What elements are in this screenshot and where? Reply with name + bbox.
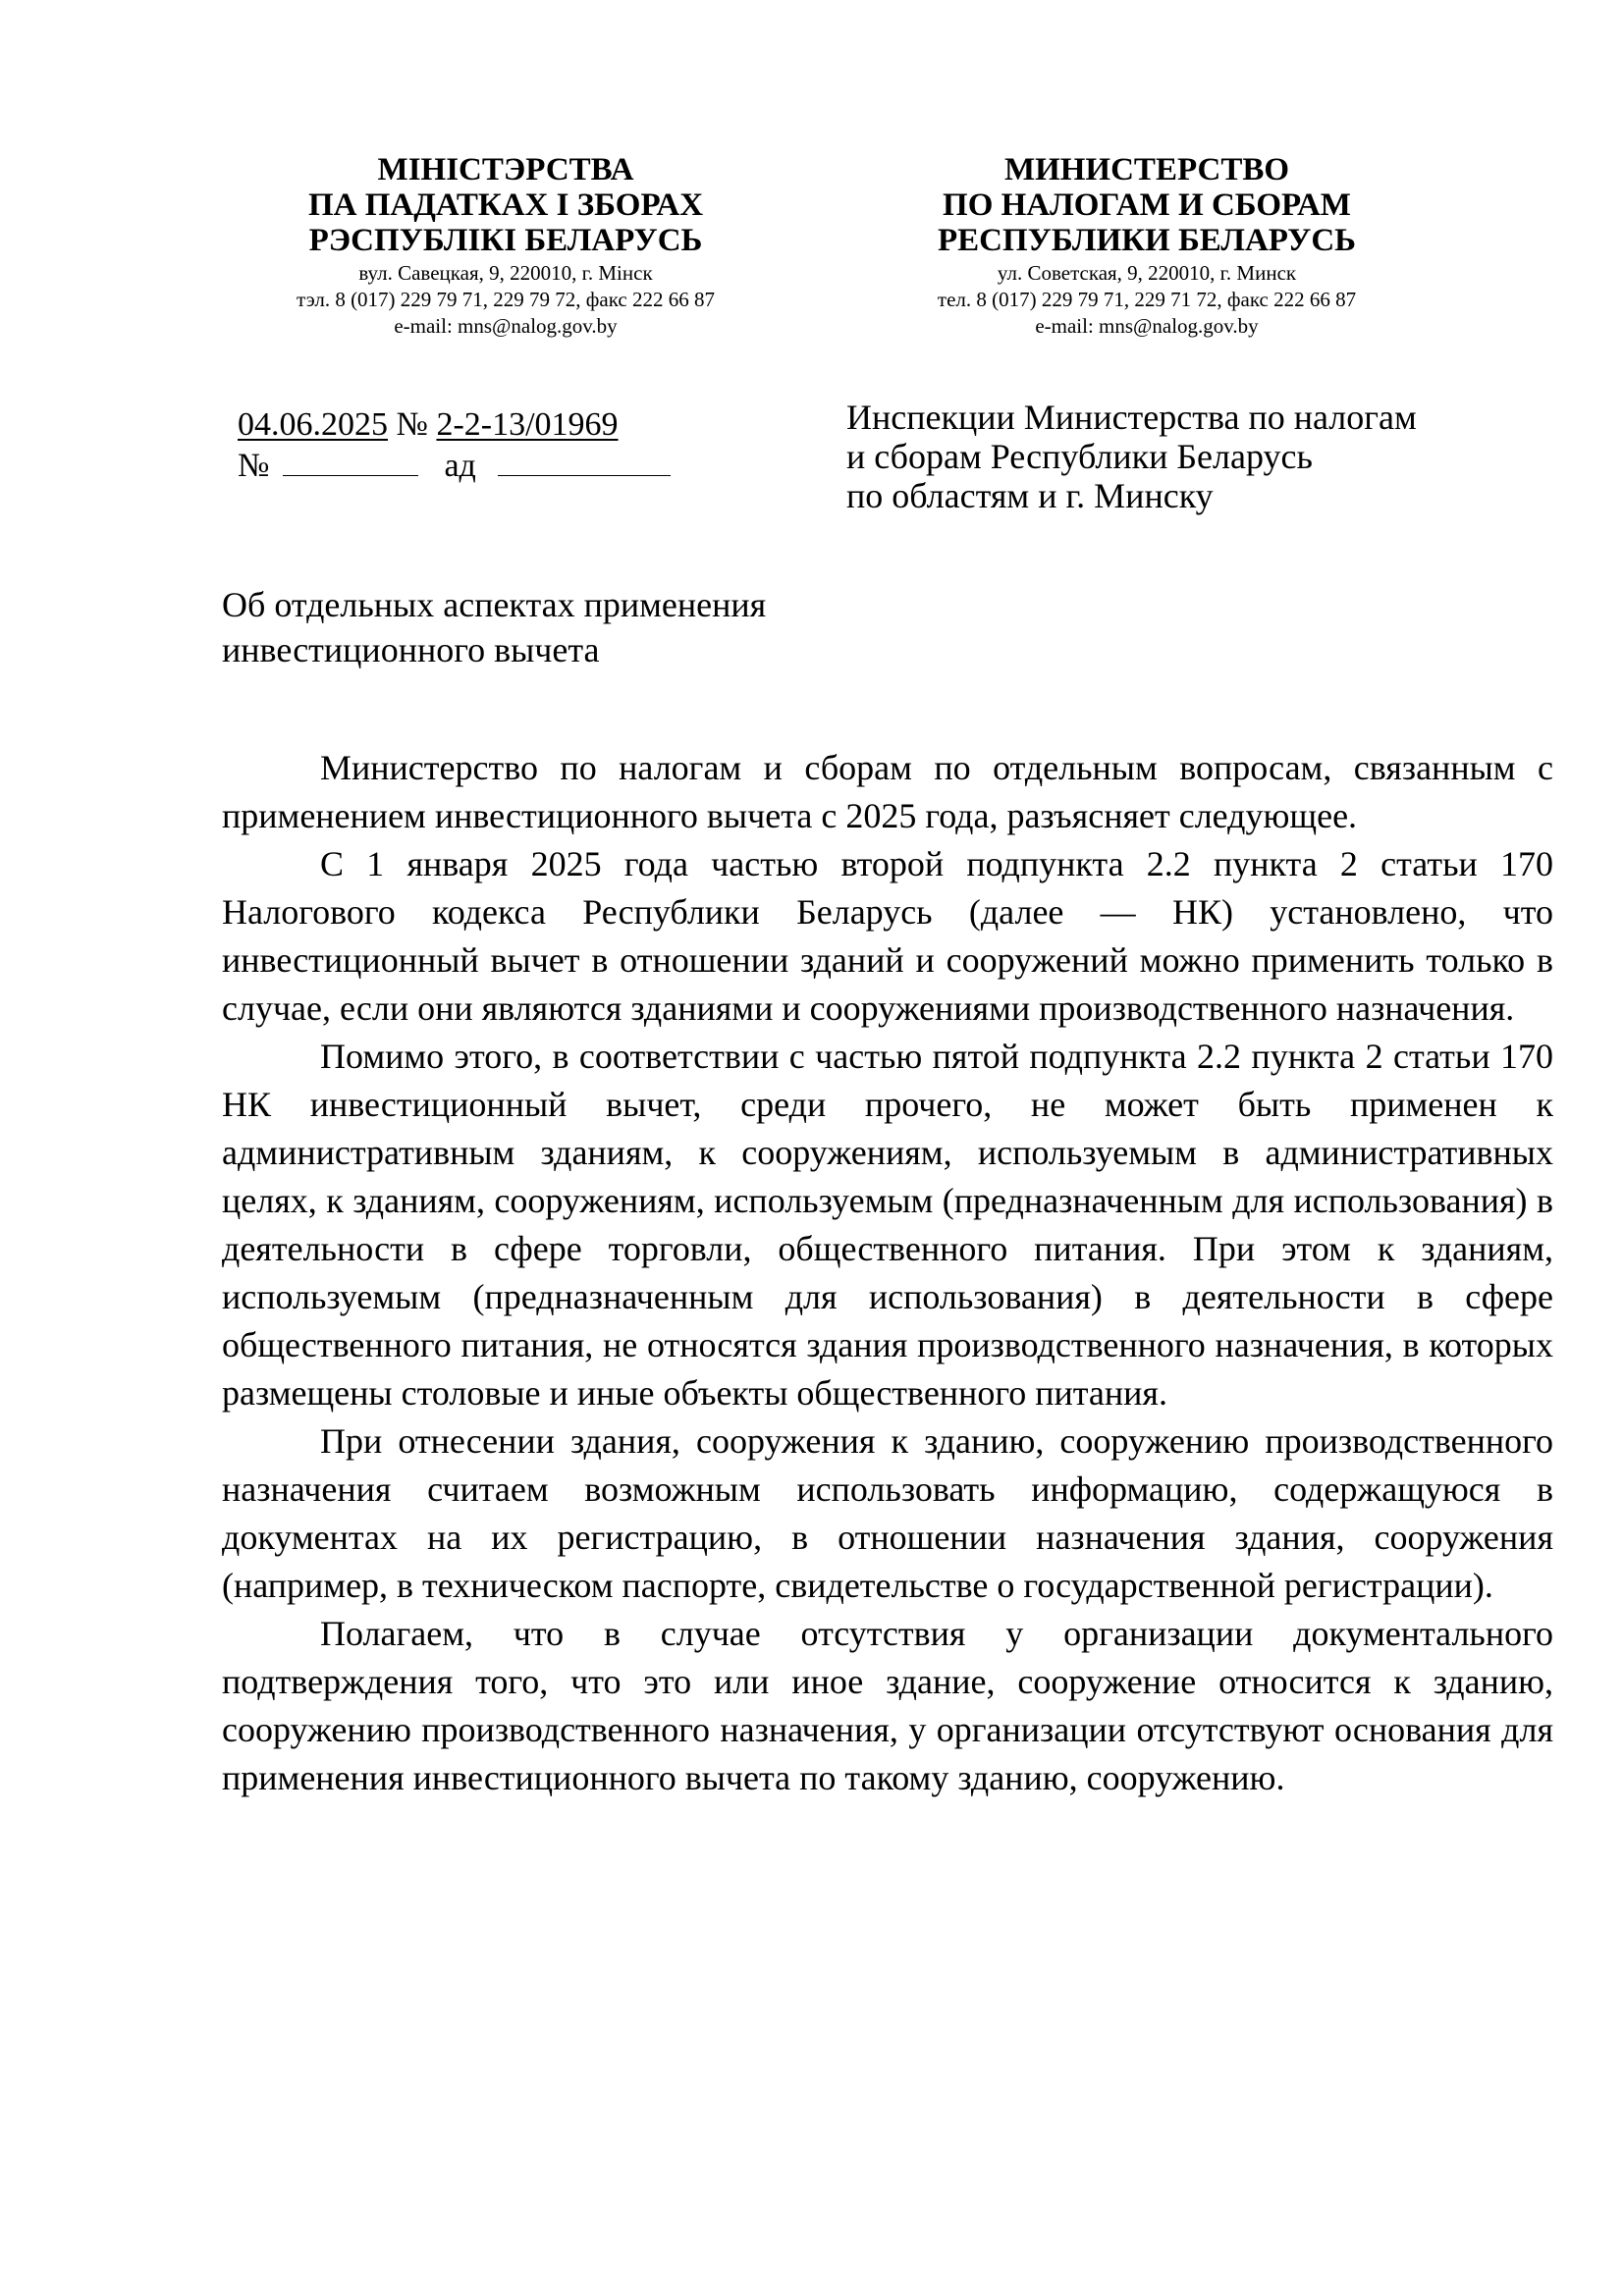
phone-be: тэл. 8 (017) 229 79 71, 229 79 72, факс 222 66 87	[297, 288, 715, 311]
ministry-name-be	[201, 152, 810, 258]
letter-body	[222, 744, 1553, 1802]
subject	[222, 582, 909, 672]
ministry-name-line: РЕСПУБЛИКИ БЕЛАРУСЬ	[937, 223, 1356, 258]
subject-line: Об отдельных аспектах применения	[222, 585, 767, 624]
ministry-name-line: ПА ПАДАТКАХ І ЗБОРАХ	[307, 187, 704, 223]
addressee	[846, 398, 1534, 515]
body-paragraph: С 1 января 2025 года частью второй подпункта 2.2 пункта 2 статьи 170 Налогового кодекса Республики Беларусь (далее — НК) установлено, что инвестиционный вычет в отношении зданий и сооружений можно применить только в случае, если они являются зданиями и сооружениями производственного назначения.	[222, 844, 1553, 1028]
address-ru: ул. Советская, 9, 220010, г. Минск	[997, 261, 1297, 285]
email-ru: e-mail: mns@nalog.gov.by	[1035, 314, 1259, 338]
registration-line-2	[238, 446, 671, 487]
registration-date: 04.06.2025	[238, 406, 388, 443]
from-label: ад	[444, 448, 476, 484]
address-be: вул. Савецкая, 9, 220010, г. Мінск	[358, 261, 653, 285]
registration-number: 2-2-13/01969	[436, 406, 619, 443]
body-paragraph: Помимо этого, в соответствии с частью пятой подпункта 2.2 пункта 2 статьи 170 НК инвестиционный вычет, среди прочего, не может быть применен к административным зданиям, к сооружениям, используемым в административных целях, к зданиям, сооружениям, используемым (предназначенным для использования) в деятельности в сфере торговли, общественного питания. При этом к зданиям, используемым (предназначенным для использования) в деятельности в сфере общественного питания, не относятся здания производственного назначения, в которых размещены столовые и иные объекты общественного питания.	[222, 1037, 1553, 1413]
addressee-line: по областям и г. Минску	[846, 476, 1214, 515]
number-sign: №	[396, 406, 428, 443]
registration-line-1	[238, 404, 671, 446]
email-be: e-mail: mns@nalog.gov.by	[394, 314, 618, 338]
ministry-name-line: МІНІСТЭРСТВА	[377, 152, 634, 187]
ministry-name-line: РЭСПУБЛІКІ БЕЛАРУСЬ	[308, 223, 703, 258]
incoming-date-blank	[498, 446, 671, 476]
subject-line: инвестиционного вычета	[222, 630, 600, 669]
letterhead-belarusian	[201, 152, 810, 340]
ministry-name-ru	[842, 152, 1451, 258]
incoming-number-blank	[283, 446, 418, 476]
phone-ru: тел. 8 (017) 229 79 71, 229 71 72, факс 222 66 87	[937, 288, 1357, 311]
letterhead-russian	[842, 152, 1451, 340]
body-paragraph: Полагаем, что в случае отсутствия у организации документального подтверждения того, что это или иное здание, сооружение относится к зданию, сооружению производственного назначения, у организации отсутствуют основания для применения инвестиционного вычета по такому зданию, сооружению.	[222, 1614, 1553, 1797]
addressee-line: Инспекции Министерства по налогам	[846, 398, 1417, 437]
body-paragraph: Министерство по налогам и сборам по отдельным вопросам, связанным с применением инвестиционного вычета с 2025 года, разъясняет следующее.	[222, 748, 1553, 835]
registration-block	[238, 404, 671, 487]
number-sign: №	[238, 448, 270, 484]
addressee-line: и сборам Республики Беларусь	[846, 437, 1313, 476]
body-paragraph: При отнесении здания, сооружения к зданию, сооружению производственного назначения считаем возможным использовать информацию, содержащуюся в документах на их регистрацию, в отношении назначения здания, сооружения (например, в техническом паспорте, свидетельстве о государственной регистрации).	[222, 1421, 1553, 1605]
ministry-name-line: ПО НАЛОГАМ И СБОРАМ	[943, 187, 1351, 223]
ministry-name-line: МИНИСТЕРСТВО	[1003, 152, 1290, 187]
